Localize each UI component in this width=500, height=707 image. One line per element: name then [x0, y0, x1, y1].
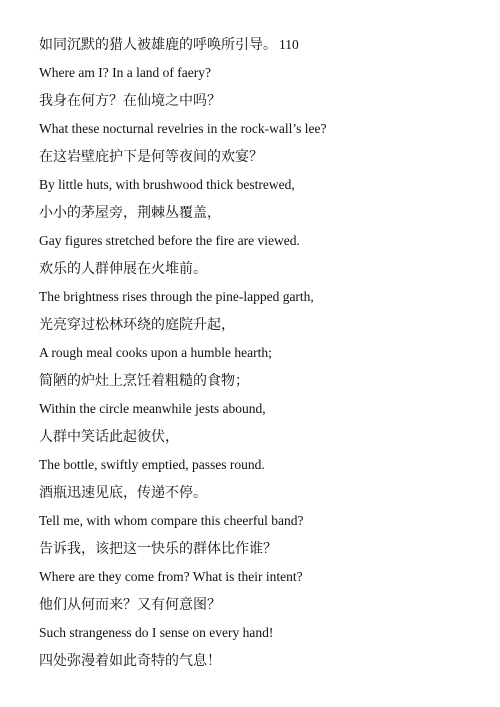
english-verse-line: The bottle, swiftly emptied, passes round.	[39, 457, 265, 472]
english-verse-line: Gay figures stretched before the fire are viewed.	[39, 233, 300, 248]
english-verse-line: Tell me, with whom compare this cheerful band?	[39, 513, 304, 528]
line-number: 110	[279, 37, 299, 52]
english-verse-line: A rough meal cooks upon a humble hearth;	[39, 345, 272, 360]
chinese-translation-line	[39, 38, 299, 52]
chinese-translation-line: 告诉我，该把这一快乐的群体比作谁？	[39, 541, 277, 557]
english-verse-line: By little huts, with brushwood thick bestrewed,	[39, 177, 295, 192]
english-verse-line: Where am I? In a land of faery?	[39, 65, 212, 80]
chinese-translation-line: 酒瓶迅速见底，传递不停。	[39, 485, 207, 501]
english-verse-line: Within the circle meanwhile jests abound,	[39, 401, 266, 416]
chinese-translation-line: 人群中笑话此起彼伏，	[39, 429, 179, 445]
english-verse-line: Where are they come from? What is their intent?	[39, 569, 303, 584]
line-text: 如同沉默的猎人被雄鹿的呼唤所引导。	[39, 37, 277, 53]
english-verse-line: What these nocturnal revelries in the rock-wall’s lee?	[39, 121, 327, 136]
chinese-translation-line: 四处弥漫着如此奇特的气息！	[39, 653, 221, 669]
chinese-translation-line: 光亮穿过松林环绕的庭院升起，	[39, 317, 235, 333]
chinese-translation-line: 简陋的炉灶上烹饪着粗糙的食物；	[39, 373, 249, 389]
chinese-translation-line: 小小的茅屋旁，荆棘丛覆盖，	[39, 205, 221, 221]
chinese-translation-line: 欢乐的人群伸展在火堆前。	[39, 261, 207, 277]
chinese-translation-line: 他们从何而来？又有何意图？	[39, 597, 221, 613]
english-verse-line: Such strangeness do I sense on every hand!	[39, 625, 274, 640]
chinese-translation-line: 我身在何方？在仙境之中吗？	[39, 93, 221, 109]
english-verse-line: The brightness rises through the pine-lapped garth,	[39, 289, 314, 304]
chinese-translation-line: 在这岩壁庇护下是何等夜间的欢宴？	[39, 149, 263, 165]
